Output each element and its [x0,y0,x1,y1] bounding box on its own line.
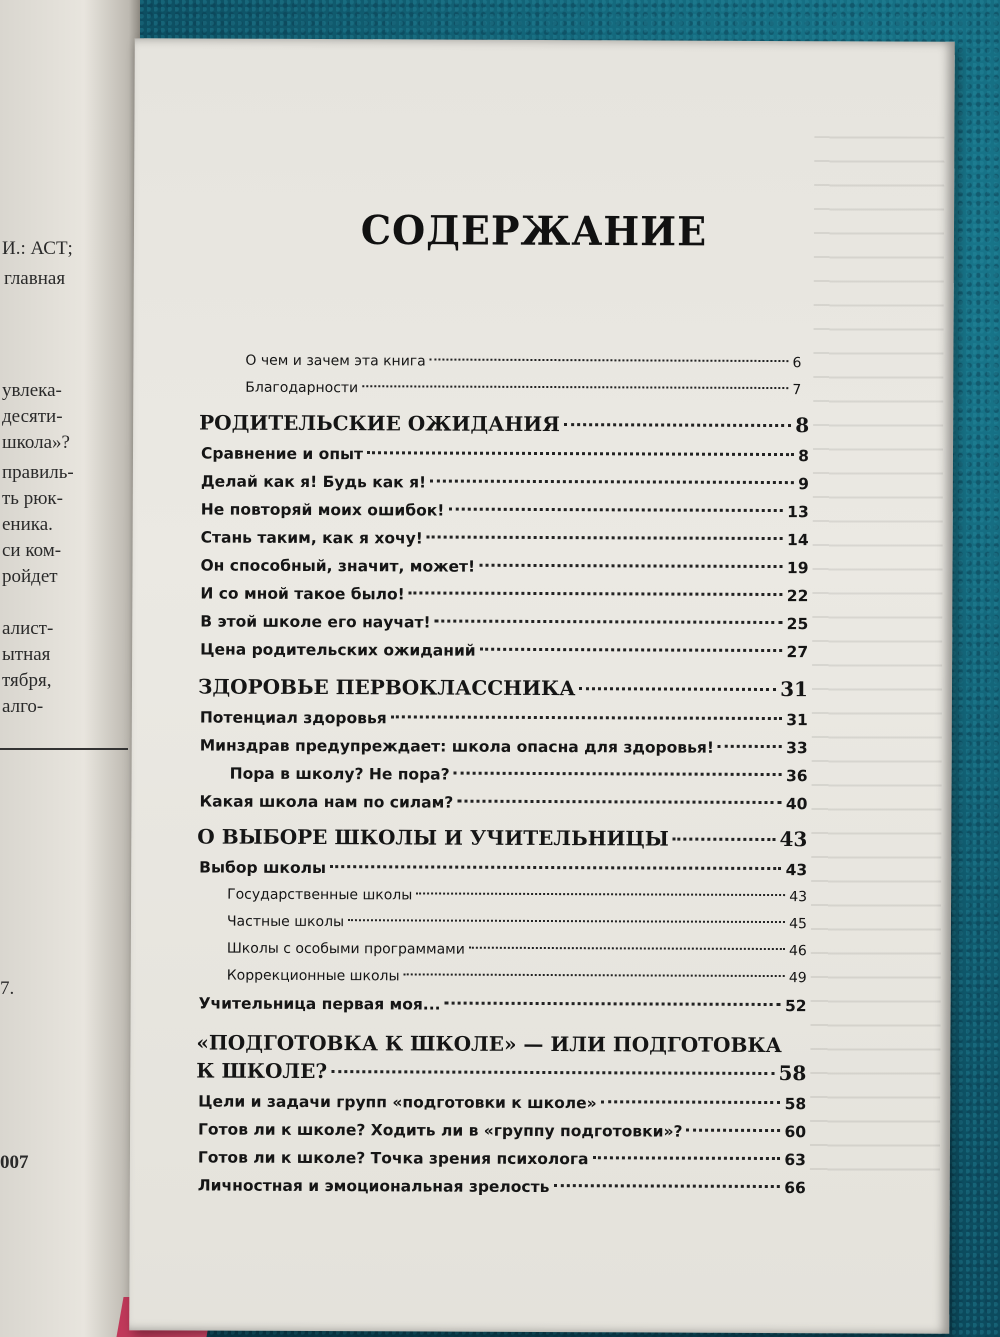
toc-label: Делай как я! Будь как я! [200,472,427,492]
toc-page-number: 33 [786,739,808,758]
toc-leader-dots [348,919,785,923]
toc-label: Готов ли к школе? Ходить ли в «группу подготовки»? [198,1120,683,1141]
toc-leader-dots [416,892,785,896]
toc-page-number: 58 [784,1095,807,1114]
toc-entry [198,1093,806,1114]
contents-page [129,38,955,1334]
toc-entry [227,941,807,960]
toc-label: Учительница первая моя... [198,994,441,1014]
toc-leader-dots [362,385,788,389]
toc-leader-dots [469,947,785,950]
left-page-text: школа»? [2,432,70,453]
left-page-text: И.: АСТ; [2,238,73,259]
toc-entry [201,501,809,522]
left-page-text: тября, [2,670,52,691]
toc-entry [200,641,808,662]
toc-label: О чем и зачем эта книга [245,352,426,370]
toc-label: Готов ли к школе? Точка зрения психолога [197,1148,589,1169]
toc-label: К ШКОЛЕ? [196,1058,328,1084]
toc-entry [199,859,807,880]
toc-leader-dots [444,1002,781,1006]
toc-entry [201,473,809,494]
toc-label: Минздрав предупреждает: школа опасна для здоровья! [199,736,714,757]
toc-leader-dots [391,715,783,720]
toc-label: Потенциал здоровья [199,708,387,728]
left-page-text: 7. [0,978,15,999]
toc-label: В этой школе его научат! [200,612,431,632]
toc-page-number: 40 [785,795,808,814]
toc-page-number: 25 [786,615,809,634]
toc-leader-dots [479,564,783,568]
toc-leader-dots [367,451,794,456]
left-page-text: ытная [2,644,51,665]
toc-label: «ПОДГОТОВКА К ШКОЛЕ» — ИЛИ ПОДГОТОВКА [196,1030,782,1058]
toc-entry [200,613,808,634]
left-page-text: ройдет [2,566,58,587]
left-page-text: алист- [2,618,54,639]
toc-label: Пора в школу? Не пора? [229,764,450,784]
toc-leader-dots [454,772,782,776]
toc-label: Личностная и эмоциональная зрелость [197,1176,550,1197]
toc-page-number: 46 [788,943,807,960]
toc-page-number: 6 [792,355,802,372]
divider [0,748,128,750]
toc-entry [200,557,808,578]
toc-page-number: 22 [786,587,809,606]
toc-page-number: 66 [784,1179,806,1198]
toc-label: Выбор школы [199,858,327,878]
left-page-text: си ком- [2,540,62,561]
table-of-contents [129,38,955,1334]
toc-page-number: 9 [798,475,809,494]
toc-label: Частные школы [226,913,345,931]
toc-label: РОДИТЕЛЬСКИЕ ОЖИДАНИЯ [199,410,560,437]
toc-page-number: 7 [792,382,802,399]
toc-section-heading [198,674,808,701]
left-page-text: правиль- [2,462,74,483]
toc-leader-dots [427,535,783,540]
toc-entry [227,887,807,906]
left-page-text: алго- [2,696,44,717]
toc-entry [227,914,807,933]
toc-entry [200,709,808,730]
left-page-text: еника. [2,514,53,535]
toc-entry [245,353,801,371]
toc-leader-dots [404,973,785,977]
toc-label: ЗДОРОВЬЕ ПЕРВОКЛАССНИКА [197,674,576,701]
toc-leader-dots [564,423,791,427]
left-page-text: главная [4,268,66,289]
toc-leader-dots [718,745,782,748]
toc-page-number: 52 [784,997,807,1016]
toc-entry [230,765,808,786]
toc-page-number: 60 [784,1123,807,1142]
toc-entry [201,529,809,550]
toc-entry [200,585,808,606]
page-title: СОДЕРЖАНИЕ [360,206,708,255]
toc-section-heading [196,1058,806,1085]
toc-leader-dots [448,508,783,512]
toc-page-number: 13 [787,503,809,522]
toc-leader-dots [430,359,789,363]
toc-page-number: 49 [788,970,807,987]
toc-leader-dots [457,800,782,804]
toc-leader-dots [579,687,776,691]
toc-entry [198,1121,806,1142]
toc-leader-dots [435,620,783,625]
toc-page-number: 31 [780,677,809,702]
toc-entry [200,737,808,758]
toc-leader-dots [592,1156,780,1160]
left-page-text: ть рюк- [2,488,63,509]
left-page-text: десяти- [2,406,63,427]
toc-label: Он способный, значит, может! [200,556,476,576]
toc-leader-dots [553,1184,780,1188]
toc-page-number: 43 [785,861,808,880]
toc-entry [198,1177,806,1198]
toc-label: Школы с особыми программами [226,940,465,958]
toc-leader-dots [686,1129,780,1132]
toc-section-heading [196,1030,806,1057]
toc-page-number: 43 [779,827,808,852]
toc-leader-dots [430,480,794,485]
toc-leader-dots [673,838,776,841]
toc-page-number: 8 [798,447,810,466]
toc-leader-dots [601,1100,781,1104]
toc-leader-dots [409,591,783,596]
toc-leader-dots [330,865,782,870]
toc-label: Благодарности [245,379,359,397]
toc-entry [201,445,809,466]
toc-section-heading [197,824,807,851]
left-page-text: увлека- [2,380,62,401]
toc-entry [199,995,807,1016]
toc-label: Не повторяй моих ошибок! [200,500,445,520]
toc-page-number: 8 [795,413,810,438]
toc-leader-dots [331,1070,774,1075]
left-page-text: 007 [0,1152,29,1173]
toc-label: И со мной такое было! [200,584,405,604]
toc-label: Цена родительских ожиданий [200,640,476,660]
toc-page-number: 27 [786,643,809,662]
toc-page-number: 14 [787,531,809,550]
toc-page-number: 19 [786,559,809,578]
left-page [0,0,140,1337]
toc-entry [198,1149,806,1170]
toc-entry [199,793,807,814]
toc-label: Коррекционные школы [226,967,400,985]
toc-label: Сравнение и опыт [200,444,364,464]
toc-label: Стань таким, как я хочу! [200,528,423,548]
toc-page-number: 43 [789,889,808,906]
toc-label: Цели и задачи групп «подготовки к школе» [198,1092,597,1113]
toc-page-number: 36 [785,767,808,786]
toc-page-number: 31 [786,711,808,730]
toc-section-heading [199,411,809,438]
toc-entry [227,968,807,987]
toc-page-number: 45 [789,916,807,933]
toc-page-number: 63 [784,1151,806,1170]
toc-label: О ВЫБОРЕ ШКОЛЫ И УЧИТЕЛЬНИЦЫ [197,824,669,851]
toc-label: Государственные школы [227,886,413,904]
toc-page-number: 58 [778,1061,807,1086]
toc-leader-dots [480,648,783,652]
toc-label: Какая школа нам по силам? [199,792,454,812]
toc-entry [245,380,801,398]
